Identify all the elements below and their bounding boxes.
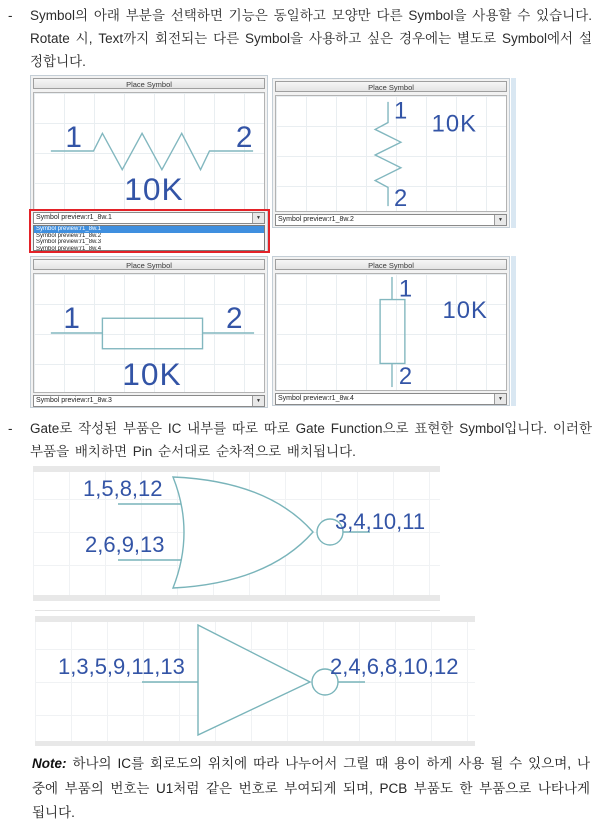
paragraph-symbol-selection: Symbol의 아래 부분을 선택하면 기능은 동일하고 모양만 다른 Symbol을 사용할 수 있습니다. Rotate 시, Text까지 회전되는 다른 Symbol을 사용하고 싶은 경우에는 별도로 Symbol에서 설정합니다. xyxy=(30,8,592,69)
gate-output-pins: 3,4,10,11 xyxy=(335,509,426,534)
bullet-marker: - xyxy=(8,8,13,23)
place-symbol-window-2 xyxy=(272,78,510,228)
place-symbol-titlebar[interactable]: Place Symbol xyxy=(275,81,507,92)
note-paragraph xyxy=(32,752,590,826)
dropdown-value: Symbol preview:r1_8w.1 xyxy=(36,214,112,221)
symbol-preview-canvas xyxy=(33,92,265,210)
gate-input-pins-top: 1,5,8,12 xyxy=(83,476,163,501)
symbol-preview-dropdown[interactable] xyxy=(275,214,507,226)
resistor-box-vertical xyxy=(380,300,405,364)
resistor-box-horizontal xyxy=(102,318,202,348)
resistor-value: 10K xyxy=(124,171,184,208)
gate-input-pins: 1,3,5,9,11,13 xyxy=(58,654,185,679)
place-symbol-window-3 xyxy=(30,256,268,408)
dropdown-value: Symbol preview:r1_8w.4 xyxy=(278,395,354,402)
place-symbol-window-1 xyxy=(30,75,268,252)
resistor-value: 10K xyxy=(442,298,488,325)
resistor-value: 10K xyxy=(122,356,182,392)
pin-number: 2 xyxy=(235,121,253,155)
dropdown-item-selected[interactable]: Symbol preview:r1_8w.1 xyxy=(34,226,264,233)
place-symbol-window-4 xyxy=(272,256,510,406)
pin-number: 1 xyxy=(63,302,80,336)
bullet-marker: - xyxy=(8,421,13,436)
pin-number: 2 xyxy=(393,186,408,211)
pin-number: 2 xyxy=(398,364,413,390)
paragraph-gate-function: Gate로 작성된 부품은 IC 내부를 따로 따로 Gate Function으로 표현한 Symbol입니다. 이러한 부품을 배치하면 Pin 순서대로 순차적으로 배치됩니다. xyxy=(30,421,592,459)
window-frame-edge xyxy=(511,256,516,406)
symbol-preview-dropdown-list xyxy=(33,225,265,251)
nor-gate-body xyxy=(173,477,313,588)
place-symbol-titlebar[interactable]: Place Symbol xyxy=(33,78,265,89)
pin-number: 1 xyxy=(393,98,408,125)
dropdown-value: Symbol preview:r1_8w.3 xyxy=(36,397,112,404)
note-text: 하나의 IC를 회로도의 위치에 따라 나누어서 그릴 때 용이 하게 사용 될 수 있으며, 나중에 부품의 번호는 U1처럼 같은 번호로 부여되게 되며, PCB 부품도 한 부품으로 나타나게 됩니다. xyxy=(32,756,590,820)
image-divider xyxy=(35,610,440,611)
place-symbol-titlebar[interactable]: Place Symbol xyxy=(33,259,265,270)
dropdown-arrow-icon[interactable]: ▼ xyxy=(252,213,264,223)
dropdown-arrow-icon[interactable]: ▼ xyxy=(494,215,506,225)
nor-gate-image xyxy=(33,466,440,601)
symbol-preview-dropdown[interactable] xyxy=(275,393,507,405)
window-frame-edge xyxy=(511,78,516,228)
note-label: Note: xyxy=(32,756,67,771)
pin-number: 2 xyxy=(225,302,243,336)
inverter-gate-body xyxy=(198,625,310,735)
dropdown-arrow-icon[interactable]: ▼ xyxy=(252,396,264,406)
dropdown-arrow-icon[interactable]: ▼ xyxy=(494,394,506,404)
dropdown-item[interactable]: Symbol preview:r1_8w.3 xyxy=(36,239,102,245)
resistor-value: 10K xyxy=(431,111,477,138)
dropdown-value: Symbol preview:r1_8w.2 xyxy=(278,216,354,223)
symbol-preview-canvas xyxy=(275,95,507,212)
dropdown-item[interactable]: Symbol preview:r1_8w.4 xyxy=(36,245,102,252)
pin-number: 1 xyxy=(398,276,413,303)
place-symbol-titlebar[interactable]: Place Symbol xyxy=(275,259,507,270)
symbol-preview-dropdown[interactable] xyxy=(33,212,265,224)
inverter-gate-image xyxy=(35,616,475,746)
dropdown-item[interactable]: Symbol preview:r1_8w.2 xyxy=(36,232,102,239)
symbol-preview-canvas xyxy=(33,273,265,393)
symbol-preview-dropdown[interactable] xyxy=(33,395,265,407)
gate-output-pins: 2,4,6,8,10,12 xyxy=(330,654,459,679)
pin-number: 1 xyxy=(65,121,82,155)
symbol-preview-canvas xyxy=(275,273,507,391)
gate-input-pins-bottom: 2,6,9,13 xyxy=(85,532,165,557)
